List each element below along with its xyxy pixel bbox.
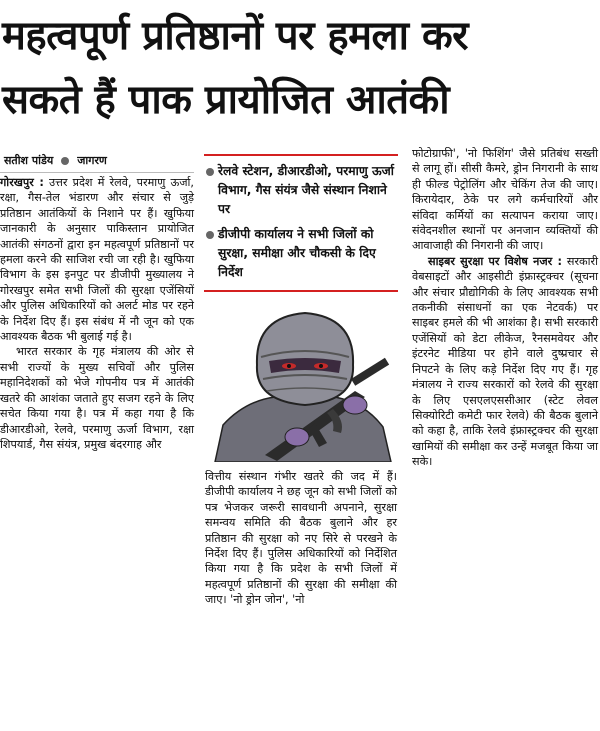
subhead-paragraph — [412, 254, 598, 470]
paragraph-text: सरकारी वेबसाइटों और आइसीटी इंफ्रास्ट्रक्चर (सूचना और संचार प्रौद्योगिकी के लिए आवश्यक सभी तकनीकी संसाधनों का एक नेटवर्क) पर साइबर हमले की भी आशंका है। सभी सरकारी एजेंसियों को डेटा लीकेज, रैनसमवेयर और इंटरनेट मीडिया पर होने वाले दुष्प्रचार से निपटने के लिए कड़े निर्देश दिए गए हैं। गृह मंत्रालय ने राज्य सरकारों को रेलवे की सुरक्षा के लिए एसएलएससीआर (स्टेट लेवल सिक्योरिटी कमेटी फार रेलवे) की बैठक बुलाने को कहा है, ताकि रेलवे इंफ्रास्ट्रक्चर की सुरक्षा खामियों की समीक्षा कर उन्हें मजबूत किया जा सके। — [412, 254, 598, 469]
byline — [4, 153, 107, 168]
lead-text: उत्तर प्रदेश में रेलवे, परमाणु ऊर्जा, रक्षा, गैस-तेल भंडारण और संचार से जुड़े प्रतिष्ठान आतंकियों के निशाने पर हैं। खुफिया जानकारी के अनुसार पाकिस्तान प्रायोजित आतंकी संगठनों द्वारा इन महत्वपूर्ण प्रतिष्ठानों पर हमला करने की साजिश रची जा रही है। खुफिया विभाग के इस इनपुट पर डीजीपी मुख्यालय ने गोरखपुर समेत सभी जिलों की सुरक्षा एजेंसियों और पुलिस अधिकारियों को अलर्ट मोड पर रहने के निर्देश दिए हैं। इस संबंध में नौ जून को एक आवश्यक बैठक भी बुलाई गई है। — [0, 176, 194, 344]
headline — [2, 4, 598, 132]
highlights-box — [204, 154, 398, 292]
bullet-icon — [61, 157, 69, 165]
masked-gunman-illustration — [205, 305, 398, 462]
paragraph: भारत सरकार के गृह मंत्रालय की ओर से सभी राज्यों के मुख्य सचिवों और पुलिस महानिदेशकों को भेजे गोपनीय पत्र में आतंकी खतरे की आशंका जताते हुए सजग रहने के लिए सचेत किया गया है। पत्र में कहा गया है कि डीआरडीओ, रेलवे, परमाणु ऊर्जा विभाग, रक्षा शिपयार्ड, गैस संयंत्र, प्रमुख बंदरगाह और — [0, 345, 194, 451]
paragraph: वित्तीय संस्थान गंभीर खतरे की जद में हैं। डीजीपी कार्यालय ने छह जून को सभी जिलों को पत्र भेजकर जरूरी सावधानी अपनाने, सुरक्षा समन्वय समिति की बैठक बुलाने और हर प्रतिष्ठान की सुरक्षा को नए सिरे से परखने के निर्देश दिए हैं। पुलिस अधिकारियों को निर्देशित किया गया है कि प्रदेश के सभी जिलों में महत्वपूर्ण प्रतिष्ठानों की सुरक्षा की समीक्षा की जाए। 'नो ड्रोन जोन', 'नो — [205, 470, 397, 607]
byline-source: जागरण — [77, 154, 107, 167]
paragraph: फोटोग्राफी', 'नो फिशिंग' जैसे प्रतिबंध सख्ती से लागू हों। सीसी कैमरे, ड्रोन निगरानी के साथ ही फील्ड पेट्रोलिंग और चेकिंग तेज की जाए। किरायेदार, ठेके पर लगे कर्मचारियों और संविदा कर्मियों का सत्यापन कराया जाए। संवेदनशील स्थानों पर अनजान व्यक्तियों की आवाजाही की निगरानी की जाए। — [412, 147, 598, 253]
article-column-1 — [0, 175, 194, 452]
subhead: साइबर सुरक्षा पर विशेष नजर : — [428, 254, 562, 268]
headline-line-2: सकते हैं पाक प्रायोजित आतंकी — [2, 77, 450, 123]
byline-author: सतीश पांडेय — [4, 154, 54, 167]
dateline: गोरखपुर : — [0, 176, 44, 189]
article-column-3 — [412, 146, 598, 470]
highlight-item: रेलवे स्टेशन, डीआरडीओ, परमाणु ऊर्जा विभाग, गैस संयंत्र जैसे संस्थान निशाने पर — [204, 162, 398, 219]
headline-line-1: महत्वपूर्ण प्रतिष्ठानों पर हमला कर — [2, 13, 469, 59]
article-column-2 — [205, 469, 397, 608]
highlight-item: डीजीपी कार्यालय ने सभी जिलों को सुरक्षा, समीक्षा और चौकसी के दिए निर्देश — [204, 225, 398, 282]
lead-paragraph — [0, 175, 194, 344]
byline-divider — [0, 172, 194, 173]
